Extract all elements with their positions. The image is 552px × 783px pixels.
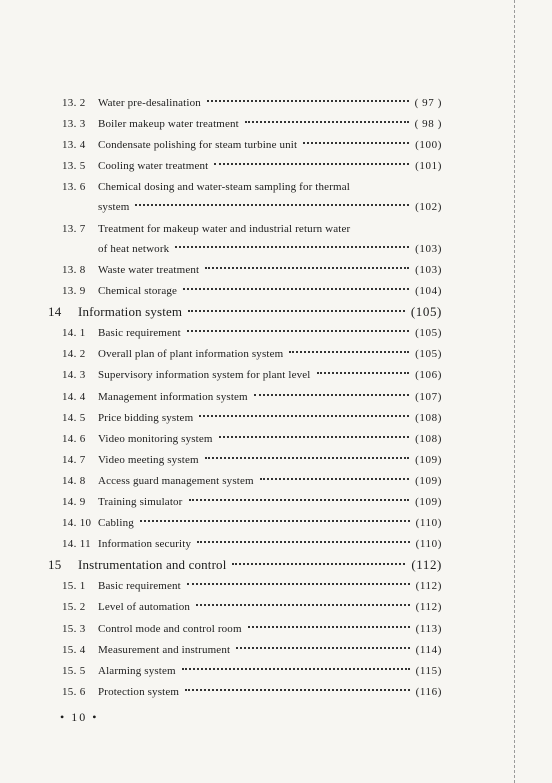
toc-section-entry [98, 198, 442, 216]
toc-entry-page: ( 98 ) [414, 118, 442, 130]
toc-section-entry [62, 620, 442, 638]
dot-leader [205, 266, 409, 269]
toc-entry-title: Price bidding system [98, 412, 194, 424]
toc-entry-title: Access guard management system [98, 475, 254, 487]
toc-entry-page: (109) [415, 475, 442, 487]
toc-entry-page: (105) [410, 304, 442, 319]
toc-entry-title: Information system [78, 304, 183, 319]
dot-leader [199, 414, 409, 417]
toc-entry-title: Control mode and control room [98, 623, 242, 635]
toc-entry-page: (106) [415, 369, 442, 381]
toc-entry-number: 13. 5 [62, 160, 86, 172]
toc-entry-title: Cooling water treatment [98, 160, 209, 172]
dot-leader [260, 477, 409, 480]
toc-entry-number: 15. 6 [62, 686, 86, 698]
toc-entry-number: 15. 1 [62, 580, 86, 592]
toc-entry-number: 14. 5 [62, 412, 86, 424]
dot-leader [205, 456, 409, 459]
toc-section-entry [62, 535, 442, 553]
toc-entry-number: 14. 3 [62, 369, 86, 381]
toc-entry-page: (100) [415, 139, 442, 151]
toc-entry-title: Measurement and instrument [98, 644, 231, 656]
toc-chapter-entry [48, 556, 442, 574]
toc-section-entry [62, 451, 442, 469]
toc-section-entry [62, 261, 442, 279]
toc-entry-number: 14. 1 [62, 327, 86, 339]
toc-entry-page: (109) [415, 496, 442, 508]
toc-entry-number: 14. 10 [62, 517, 92, 529]
dot-leader [289, 350, 409, 353]
toc-entry-number: 13. 6 [62, 181, 86, 193]
dot-leader [187, 329, 409, 332]
toc-section-entry [62, 409, 442, 427]
dot-leader [135, 203, 409, 206]
toc-entry-title: Basic requirement [98, 580, 181, 592]
toc-entry-page: (113) [415, 623, 442, 635]
toc-section-entry [62, 94, 442, 112]
page-number: • 10 • [60, 710, 99, 724]
toc-section-entry [62, 577, 442, 595]
toc-section-entry [62, 282, 442, 300]
dot-leader [189, 498, 410, 501]
toc-entry-title: Condensate polishing for steam turbine unit [98, 139, 298, 151]
dot-leader [214, 162, 409, 165]
toc-entry-title: Chemical storage [98, 285, 178, 297]
toc-entry-number: 13. 2 [62, 97, 86, 109]
toc-entry-title: Information security [98, 538, 192, 550]
dot-leader [303, 141, 409, 144]
dot-leader [175, 245, 409, 248]
toc-entry-title: Waste water treatment [98, 264, 200, 276]
toc-section-entry [62, 598, 442, 616]
toc-entry-title: Video meeting system [98, 454, 199, 466]
toc-entry-number: 13. 8 [62, 264, 86, 276]
toc-entry-page: ( 97 ) [414, 97, 442, 109]
toc-entry-page: (103) [415, 243, 442, 255]
toc-entry-page: (102) [415, 201, 442, 213]
dot-leader [196, 603, 410, 606]
toc-entry-page: (104) [415, 285, 442, 297]
toc-entry-title: Overall plan of plant information system [98, 348, 284, 360]
toc-entry-page: (112) [411, 557, 442, 572]
toc-section-entry [62, 662, 442, 680]
toc-entry-number: 15. 3 [62, 623, 86, 635]
toc-chapter-entry [48, 303, 442, 321]
toc-entry-title: Supervisory information system for plant level [98, 369, 311, 381]
dot-leader [254, 393, 409, 396]
toc-section-entry [62, 366, 442, 384]
toc-entry-title: Video monitoring system [98, 433, 213, 445]
dot-leader [248, 625, 410, 628]
toc-entry-title: Treatment for makeup water and industrial return water [98, 223, 351, 235]
toc-entry-number: 15. 2 [62, 601, 86, 613]
toc-entry-title: Boiler makeup water treatment [98, 118, 239, 130]
toc-entry-page: (115) [415, 665, 442, 677]
dot-leader [188, 309, 405, 312]
dot-leader [182, 667, 410, 670]
toc-entry-number: 15. 5 [62, 665, 86, 677]
toc-entry-number: 14 [48, 304, 62, 319]
toc-entry-title: Instrumentation and control [78, 557, 227, 572]
dot-leader [219, 435, 410, 438]
toc-entry-number: 14. 8 [62, 475, 86, 487]
toc-section-entry [62, 345, 442, 363]
toc-entry-number: 14. 2 [62, 348, 86, 360]
toc-entry-number: 15. 4 [62, 644, 86, 656]
toc-entry-number: 13. 9 [62, 285, 86, 297]
toc-entry-page: (116) [415, 686, 442, 698]
dot-leader [185, 688, 410, 691]
toc-section-entry [62, 514, 442, 532]
toc-entry-title: of heat network [98, 243, 170, 255]
dot-leader [236, 646, 409, 649]
toc-entry-page: (107) [415, 391, 442, 403]
toc-entry-page: (109) [415, 454, 442, 466]
toc-entry-title: Alarming system [98, 665, 176, 677]
toc-entry-page: (108) [415, 433, 442, 445]
toc-entry-page: (110) [415, 538, 442, 550]
toc-entry-number: 13. 4 [62, 139, 86, 151]
toc-entry-page: (108) [415, 412, 442, 424]
dot-leader [232, 562, 405, 565]
toc-entry-number: 14. 4 [62, 391, 86, 403]
dot-leader [245, 120, 409, 123]
toc-entry-number: 14. 7 [62, 454, 86, 466]
toc-section-entry [62, 157, 442, 175]
toc-entry-title: Basic requirement [98, 327, 181, 339]
toc-section-entry [62, 641, 442, 659]
toc-entry-page: (103) [415, 264, 442, 276]
dot-leader [207, 99, 409, 102]
toc-section-entry [62, 388, 442, 406]
toc-entry-title: Protection system [98, 686, 180, 698]
toc-section-entry [62, 324, 442, 342]
toc-section-entry [62, 136, 442, 154]
toc-entry-number: 14. 11 [62, 538, 91, 550]
toc-entry-page: (112) [415, 601, 442, 613]
toc-entry-title: system [98, 201, 130, 213]
toc-section-entry [62, 115, 442, 133]
toc-entry-title: Level of automation [98, 601, 191, 613]
toc-section-entry [62, 493, 442, 511]
page-edge [514, 0, 515, 783]
toc-entry-title: Cabling [98, 517, 134, 529]
toc-entry-title: Chemical dosing and water-steam sampling for thermal [98, 181, 350, 193]
toc-entry-title: Management information system [98, 391, 248, 403]
toc-section-entry [62, 178, 442, 196]
dot-leader [140, 519, 410, 522]
toc-section-entry [62, 472, 442, 490]
toc-entry-number: 13. 7 [62, 223, 86, 235]
toc-entry-page: (114) [415, 644, 442, 656]
dot-leader [317, 371, 410, 374]
toc-entry-number: 14. 9 [62, 496, 86, 508]
toc-entry-page: (110) [415, 517, 442, 529]
toc-entry-page: (105) [415, 327, 442, 339]
toc-entry-number: 15 [48, 557, 62, 572]
toc-entry-number: 13. 3 [62, 118, 86, 130]
toc-entry-title: Training simulator [98, 496, 183, 508]
toc-entry-number: 14. 6 [62, 433, 86, 445]
toc-entry-page: (101) [415, 160, 442, 172]
dot-leader [197, 540, 409, 543]
toc-entry-page: (105) [415, 348, 442, 360]
dot-leader [183, 287, 409, 290]
toc-section-entry [62, 430, 442, 448]
toc-section-entry [62, 220, 442, 238]
toc-section-entry [62, 683, 442, 701]
dot-leader [187, 582, 410, 585]
toc-section-entry [98, 240, 442, 258]
toc-entry-title: Water pre-desalination [98, 97, 201, 109]
toc-entry-page: (112) [415, 580, 442, 592]
